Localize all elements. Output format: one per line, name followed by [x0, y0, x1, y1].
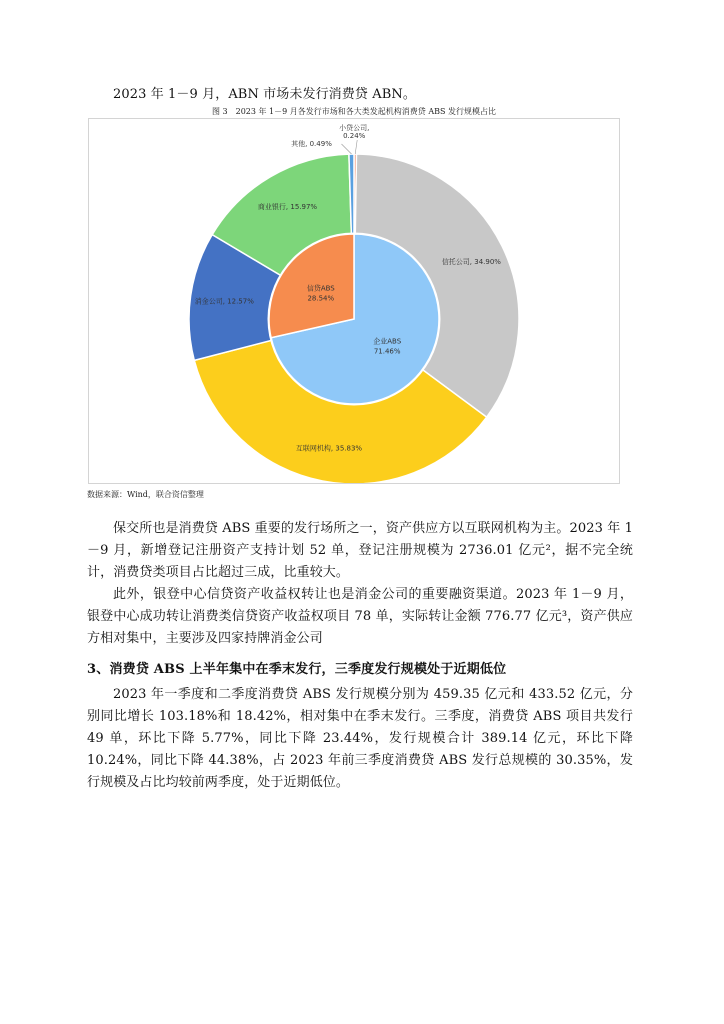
figure-frame [88, 118, 620, 484]
outer-label-0-leader [355, 140, 357, 154]
outer-label-0-pct: 0.24% [343, 132, 366, 140]
outer-label-4: 商业银行, 15.97% [257, 203, 318, 212]
inner-pct-0: 71.46% [373, 347, 401, 356]
figure-source: 数据来源：Wind，联合资信整理 [87, 490, 204, 499]
figure-caption: 图 3 2023 年 1－9 月各发行市场和各大类发起机构消费贷 ABS 发行规模占比 [211, 107, 497, 116]
inner-label-0: 企业ABS [373, 337, 402, 346]
inner-ring [268, 233, 441, 406]
donut-chart [89, 119, 619, 483]
inner-pct-1: 28.54% [307, 294, 335, 303]
outer-label-0: 小贷公司, [339, 124, 370, 132]
paragraph-quarterly-issuance: 2023 年一季度和二季度消费贷 ABS 发行规模分别为 459.35 亿元和 433.52 亿元，分别同比增长 103.18%和 18.42%，相对集中在季末发行。三季度，消费贷 ABS 项目共发行 49 单，环比下降 5.77%，同比下降 23.44%，发行规模合计 389.14 亿元，环比下降 10.24%，同比下降 44.38%，占 2023 年前三季度消费贷 ABS 发行总规模的 30.35%，发行规模及占比均较前两季度，处于近期低位。 [87, 687, 633, 790]
outer-label-2: 互联网机构, 35.83% [295, 444, 363, 453]
outer-label-1: 信托公司, 34.90% [441, 257, 501, 266]
outer-label-5-leader [342, 144, 352, 154]
paragraph-insurance-exchange: 保交所也是消费贷 ABS 重要的发行场所之一，资产供应方以互联网机构为主。2023 年 1－9 月，新增登记注册资产支持计划 52 单，登记注册规模为 2736.01 亿元²，据不完全统计，消费贷类项目占比超过三成，比重较大。 [87, 521, 633, 580]
outer-label-5: 其他, 0.49% [291, 140, 332, 148]
outer-label-3: 消金公司, 12.57% [194, 297, 254, 306]
paragraph-credit-center: 此外，银登中心信贷资产收益权转让也是消金公司的重要融资渠道。2023 年 1－9 月，银登中心成功转让消费类信贷资产收益权项目 78 单，实际转让金额 776.77 亿元³，资产供应方相对集中，主要涉及四家持牌消金公司 [87, 587, 633, 646]
inner-label-1: 信贷ABS [306, 284, 335, 293]
section-heading-3: 3、消费贷 ABS 上半年集中在季末发行，三季度发行规模处于近期低位 [87, 662, 507, 677]
intro-paragraph: 2023 年 1－9 月，ABN 市场未发行消费贷 ABN。 [113, 87, 416, 102]
